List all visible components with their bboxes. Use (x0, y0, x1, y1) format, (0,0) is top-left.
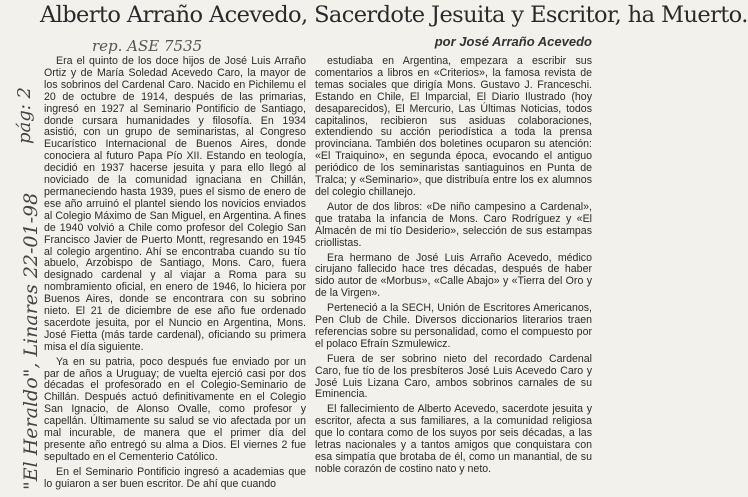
paragraph: Era el quinto de los doce hijos de José Luis Arraño Ortiz y de María Soledad Acevedo Caro, la mayor de los sobrinos del Cardenal Caro. Nacido en Pichilemu el 20 de octubre de 1914, después de las primarias, ingresó en 1927 al Seminario Pontificio de Santiago, donde cursara humanidades y filosofía. En 1934 asistió, con un grupo de seminaristas, al Congreso Eucarístico Internacional de Buenos Aires, donde conociera al futuro Papa Pío XII. Estando en teología, decidió en 1937 hacerse jesuita y para ello llegó al noviciado de la comunidad ignaciana en Chillán, permaneciendo hasta 1939, pues el sismo de enero de ese año arruinó el plantel siendo los novicios enviados al Colegio Máximo de San Miguel, en Argentina. A fines de 1940 volvió a Chile como profesor del Colegio San Francisco Javier de Puerto Montt, regresando en 1945 al colegio argentino. Ahí se encontraba cuando su tío abuelo, Arzobispo de Santiago, Mons. Caro, fuera designado cardenal y al viajar a Roma para su nombramiento oficial, en enero de 1946, lo hiciera por Buenos Aires, donde se encontrara con su sobrino nieto. El 21 de diciembre de ese año fue ordenado sacerdote jesuita, por el Nuncio en Argentina, Mons. José Fietta (más tarde cardenal), oficiando su primera misa el día siguiente. (44, 55, 306, 353)
page-note-text: pág: 2 (14, 86, 35, 144)
paragraph: Ya en su patria, poco después fue enviado por un par de años a Uruguay; de vuelta ejerció casi por dos décadas el profesorado en el Colegio-Seminario de Chillán. Después actuó definitivamente en el Colegio San Ignacio, de Alonso Ovalle, como profesor y capellán. Últimamente su salud se vio afectada por un mal incurable, de manera que el primer día del presente año entregó su alma a Dios. El viernes 2 fue sepultado en el Cementerio Católico. (44, 355, 306, 463)
paragraph: Fuera de ser sobrino nieto del recordado Cardenal Caro, fue tío de los presbíteros José Luis Acevedo Caro y José Luis Lizana Caro, ambos sobrinos carnales de su Eminencia. (315, 352, 592, 401)
paragraph: Autor de dos libros: «De niño campesino a Cardenal», que trataba la infancia de Mons. Caro Rodríguez y «El Almacén de mi tío Desiderio», selección de sus estampas criollistas. (315, 200, 592, 249)
source-note-text: "El Heraldo", Linares 22-01-98 (20, 192, 42, 490)
handwritten-page-note (4, 14, 35, 144)
handwritten-source-note (6, 150, 42, 490)
paragraph: estudiaba en Argentina, empezara a escribir sus comentarios a libros en «Criterios», la famosa revista de temas sociales que dirigía Mons. Gustavo J. Franceschi. Estando en Chile, El Imparcial, El Diario Ilustrado (hoy desaparecidos), El Mercurio, Las Últimas Noticias, todos capitalinos, recibieron sus asiduas colaboraciones, extendiendo su acción periodística a toda la prensa provinciana. También dos boletines ocuparon su atención: «El Traiquino», en segunda época, evocando el antiguo periódico de los seminaristas santiaguinos en Punta de Tralca; y «Seminario», que distribuía entre los ex alumnos del colegio chillanejo. (315, 55, 592, 198)
right-column (315, 56, 592, 479)
paragraph: Era hermano de José Luis Arraño Acevedo, médico cirujano fallecido hace tres décadas, después de haber sido autor de «Morbus», «Calle Abajo» y «Tierra del Oro y de la Virgen». (315, 251, 592, 300)
paragraph: En el Seminario Pontificio ingresó a academias que lo guiaron a ser buen escritor. De ahí que cuando (44, 465, 306, 490)
article-headline: Alberto Arraño Acevedo, Sacerdote Jesuita y Escritor, ha Muerto. (40, 2, 748, 28)
left-column (44, 56, 306, 494)
paragraph: El fallecimiento de Alberto Acevedo, sacerdote jesuita y escritor, afecta a sus familiares, a la comunidad religiosa que lo contara como de los suyos por seis décadas, a las letras nacionales y a tantos amigos que conquistara con esa simpatía que brotaba de él, como un manantial, de su noble corazón de costino nato y neto. (315, 403, 592, 475)
paragraph: Perteneció a la SECH, Unión de Escritores Americanos, Pen Club de Chile. Diversos diccionarios literarios traen referencias sobre su personalidad, como el compuesto por el polaco Efraín Szmulewicz. (315, 302, 592, 350)
handwritten-reference: rep. ASE 7535 (92, 37, 203, 55)
article-byline: por José Arraño Acevedo (434, 34, 592, 49)
